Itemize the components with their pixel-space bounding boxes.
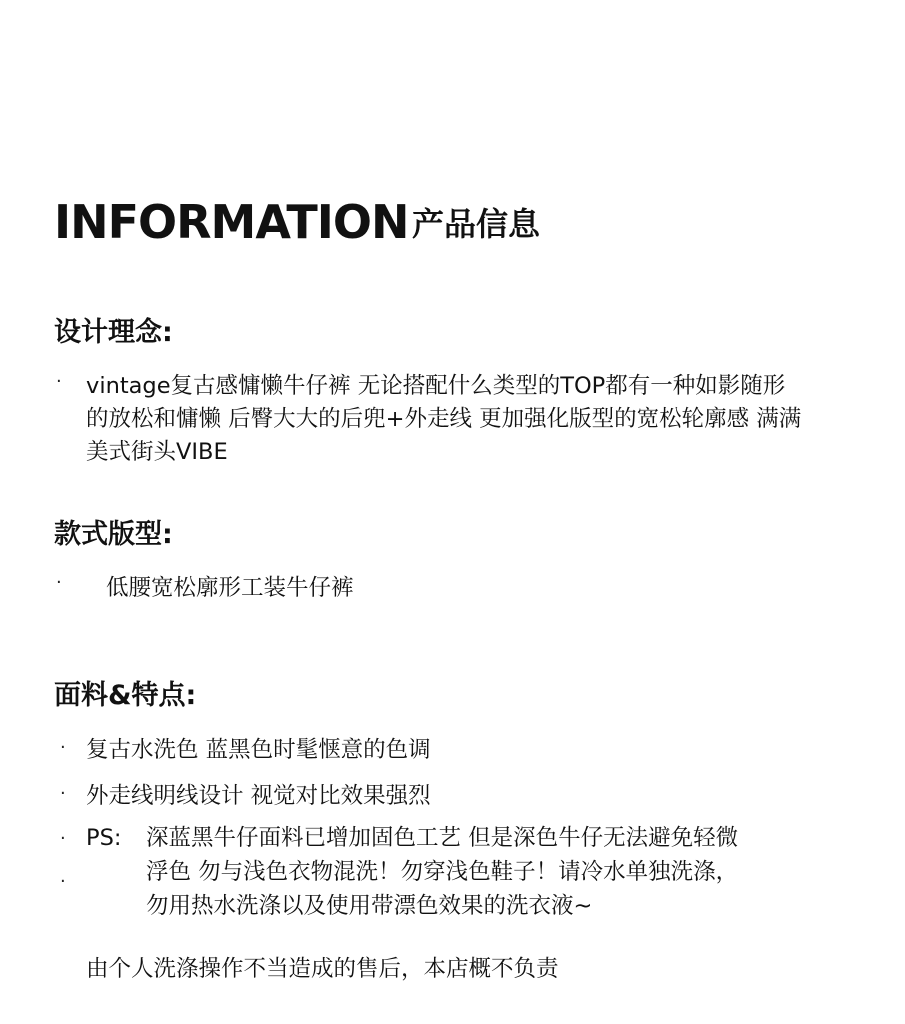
bullet-icon: · bbox=[60, 737, 66, 758]
design-concept-line-2: 的放松和慵懒 后臀大大的后兜+外走线 更加强化版型的宽松轮廓感 满满 bbox=[86, 406, 802, 432]
fabric-feature-item-2: 外走线明线设计 视觉对比效果强烈 bbox=[86, 783, 431, 809]
bullet-icon: · bbox=[60, 828, 66, 849]
disclaimer-text: 由个人洗涤操作不当造成的售后，本店概不负责 bbox=[86, 956, 559, 982]
page-title-en: INFORMATION bbox=[54, 195, 409, 249]
fabric-features-heading: 面料&特点: bbox=[54, 680, 197, 711]
design-concept-heading: 设计理念: bbox=[54, 317, 173, 348]
ps-note-line-2: 浮色 勿与浅色衣物混洗！勿穿浅色鞋子！请冷水单独洗涤， bbox=[146, 859, 739, 885]
design-concept-line-3: 美式街头VIBE bbox=[86, 439, 228, 465]
ps-note-line-1: 深蓝黑牛仔面料已增加固色工艺 但是深色牛仔无法避免轻微 bbox=[146, 825, 739, 851]
style-fit-heading: 款式版型: bbox=[54, 519, 173, 550]
bullet-icon: · bbox=[60, 783, 66, 804]
bullet-icon: · bbox=[56, 572, 62, 593]
style-fit-item: 低腰宽松廓形工装牛仔裤 bbox=[106, 575, 354, 601]
page-title-zh: 产品信息 bbox=[412, 205, 541, 243]
design-concept-line-1: vintage复古感慵懒牛仔裤 无论搭配什么类型的TOP都有一种如影随形 bbox=[86, 373, 786, 399]
ps-note-line-3: 勿用热水洗涤以及使用带漂色效果的洗衣液~ bbox=[146, 893, 593, 919]
bullet-icon: · bbox=[60, 871, 66, 892]
bullet-icon: · bbox=[56, 371, 62, 392]
fabric-feature-item-1: 复古水洗色 蓝黑色时髦惬意的色调 bbox=[86, 737, 431, 763]
ps-label: PS: bbox=[86, 825, 122, 851]
